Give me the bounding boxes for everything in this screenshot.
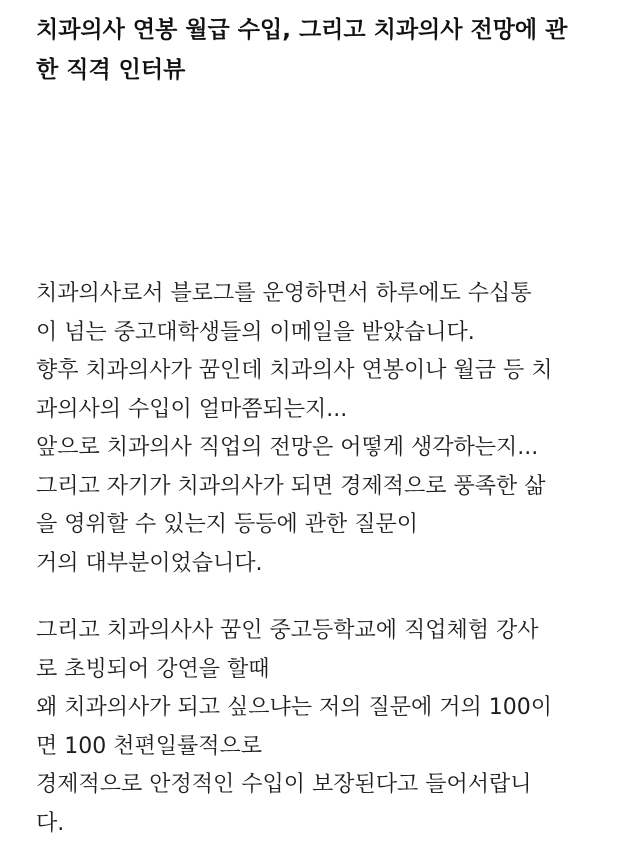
title-line: 한 직격 인터뷰 (36, 57, 186, 83)
paragraph-intro (36, 275, 606, 583)
paragraph-lecture (36, 612, 606, 843)
text-line: 거의 대부분이었습니다. (36, 550, 263, 576)
text-line: 과의사의 수입이 얼마쯤되는지... (36, 396, 348, 422)
text-line: 앞으로 치과의사 직업의 전망은 어떻게 생각하는지... (36, 435, 539, 460)
text-line: 경제적으로 안정적인 수입이 보장된다고 들어서랍니 (36, 772, 532, 797)
text-line: 면 100 천편일률적으로 (36, 733, 262, 759)
text-line: 이 넘는 중고대학생들의 이메일을 받았습니다. (36, 319, 475, 345)
title-line: 치과의사 연봉 월급 수입, 그리고 치과의사 전망에 관 (36, 17, 568, 43)
text-line: 그리고 자기가 치과의사가 되면 경제적으로 풍족한 삶 (36, 473, 546, 499)
text-line: 왜 치과의사가 되고 싶으냐는 저의 질문에 거의 100이 (36, 695, 552, 720)
text-line: 로 초빙되어 강연을 할때 (36, 656, 270, 682)
text-line: 다. (36, 810, 65, 836)
text-line: 치과의사로서 블로그를 운영하면서 하루에도 수십통 (36, 281, 532, 306)
text-line: 그리고 치과의사사 꿈인 중고등학교에 직업체험 강사 (36, 618, 539, 643)
text-line: 을 영위할 수 있는지 등등에 관한 질문이 (36, 512, 418, 537)
article-title (36, 10, 606, 90)
text-line: 향후 치과의사가 꿈인데 치과의사 연봉이나 월금 등 치 (36, 358, 553, 383)
